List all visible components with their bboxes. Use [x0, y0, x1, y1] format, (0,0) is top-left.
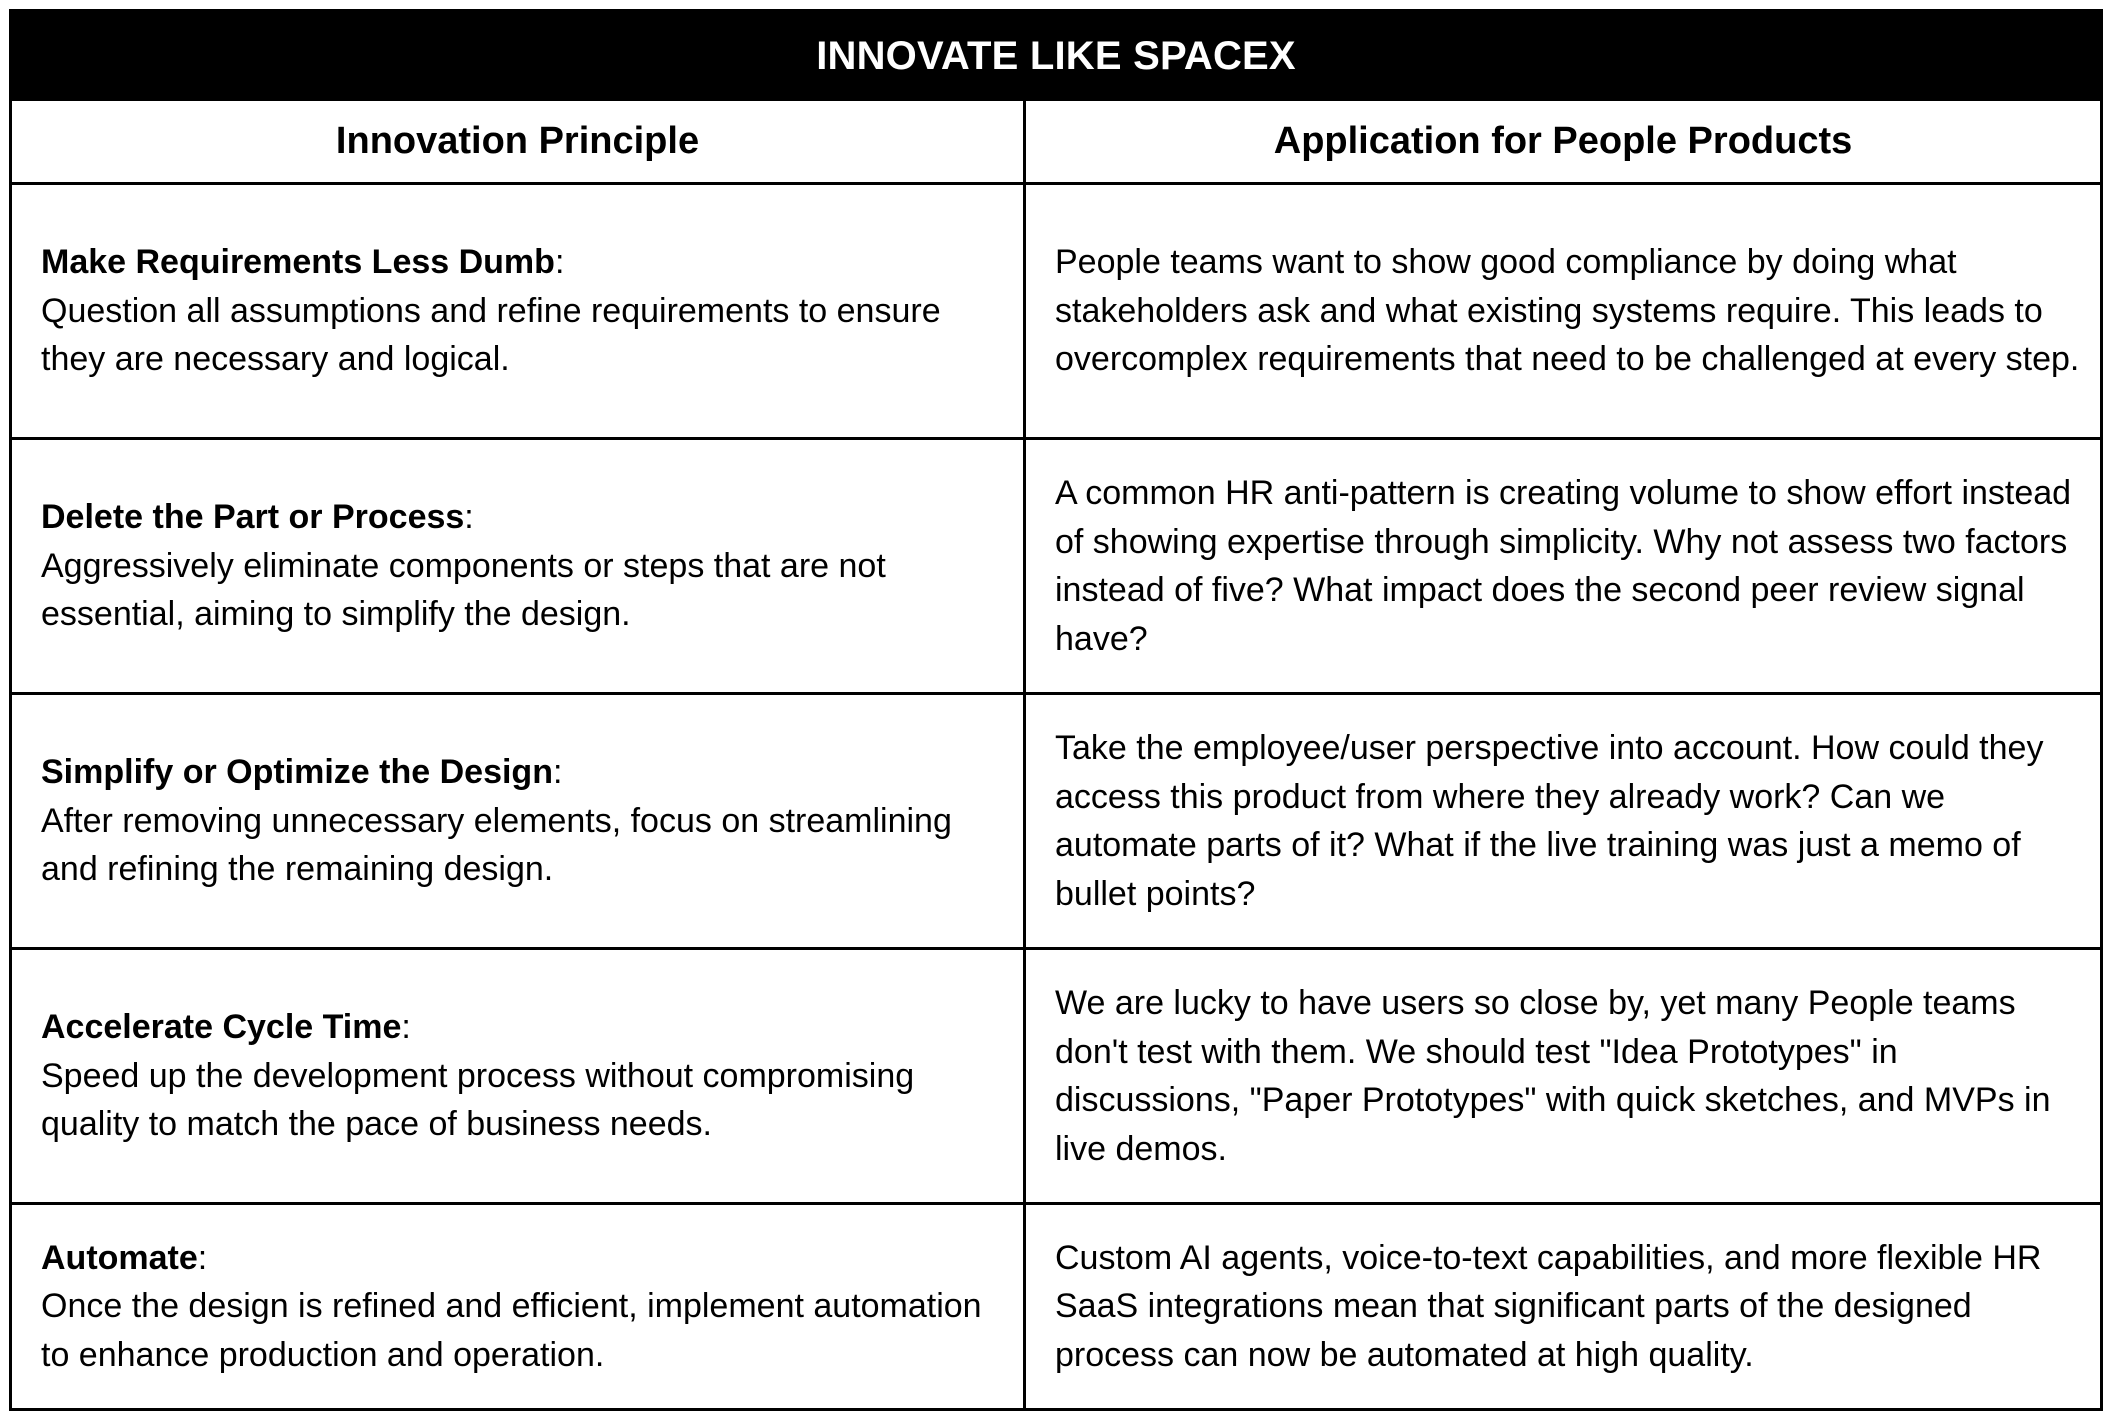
innovation-table [9, 9, 2103, 1411]
application-cell [1026, 1205, 2100, 1408]
principle-colon: : [554, 243, 565, 282]
table-row [12, 1202, 2100, 1408]
application-text: A common HR anti-pattern is creating volume to show effort instead of showing expertise through simplicity. Why not assess two factors instead of five? What impact does the second peer review signal have? [1055, 474, 2072, 658]
application-cell [1026, 440, 2100, 692]
principle-description: Speed up the development process without compromising quality to match the pace of business needs. [41, 1056, 915, 1144]
application-text: We are lucky to have users so close by, yet many People teams don't test with them. We should test "Idea Prototypes" in discussions, "Paper Prototypes" with quick sketches, and MVPs in live demos. [1055, 984, 2051, 1168]
header-application: Application for People Products [1273, 120, 1853, 162]
application-text: Take the employee/user perspective into account. How could they access this product from where they already work? Can we automate parts of it? What if the live training was just a memo of bullet points? [1055, 729, 2044, 913]
table-row [12, 947, 2100, 1202]
principle-cell [12, 950, 1026, 1202]
table-row [12, 692, 2100, 947]
application-text: People teams want to show good compliance by doing what stakeholders ask and what existing systems require. This leads to overcomplex requirements that need to be challenged at every step. [1055, 243, 2080, 379]
principle-cell [12, 1205, 1026, 1408]
principle-name: Simplify or Optimize the Design [41, 753, 553, 792]
principle-description: Question all assumptions and refine requirements to ensure they are necessary and logical. [41, 291, 941, 379]
header-innovation-principle: Innovation Principle [12, 101, 1026, 182]
table-header-row [12, 101, 2100, 182]
principle-name: Accelerate Cycle Time [41, 1008, 402, 1047]
principle-colon: : [197, 1238, 208, 1277]
principle-name: Automate [41, 1238, 198, 1277]
principle-name: Make Requirements Less Dumb [41, 243, 555, 282]
principle-cell [12, 695, 1026, 947]
principle-description: Once the design is refined and efficient, implement automation to enhance production and operation. [41, 1287, 982, 1374]
principle-cell [12, 185, 1026, 437]
principle-colon: : [464, 498, 474, 537]
principle-name: Delete the Part or Process [41, 498, 465, 537]
application-cell [1026, 950, 2100, 1202]
table-row [12, 437, 2100, 692]
principle-cell [12, 440, 1026, 692]
application-text: Custom AI agents, voice-to-text capabilities, and more flexible HR SaaS integrations mean that significant parts of the designed process can now be automated at high quality. [1055, 1238, 2042, 1374]
principle-description: After removing unnecessary elements, focus on streamlining and refining the remaining design. [41, 801, 952, 889]
application-cell [1026, 185, 2100, 437]
table-title: INNOVATE LIKE SPACEX [12, 12, 2100, 101]
principle-colon: : [401, 1008, 411, 1047]
principle-description: Aggressively eliminate components or steps that are not essential, aiming to simplify the design. [41, 546, 886, 634]
table-row [12, 182, 2100, 437]
principle-colon: : [552, 753, 563, 792]
application-cell [1026, 695, 2100, 947]
